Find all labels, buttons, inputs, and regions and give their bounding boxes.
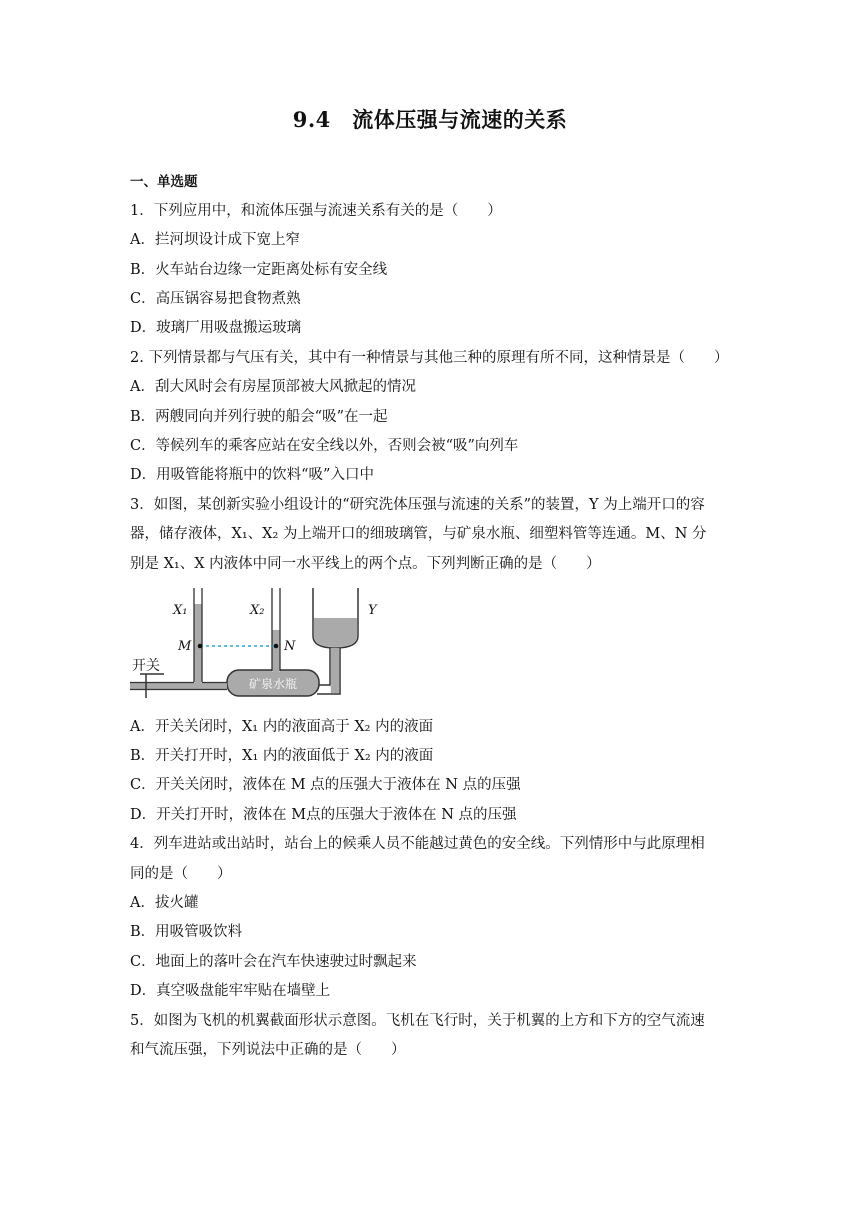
question-1-option-b: B．火车站台边缘一定距离处标有安全线 <box>130 262 388 278</box>
question-2-option-d: D．用吸管能将瓶中的饮料“吸”入口中 <box>130 467 374 483</box>
question-4-option-d: D．真空吸盘能牢牢贴在墙壁上 <box>130 983 331 999</box>
label-n: N <box>284 639 296 654</box>
question-4-option-a: A．拔火罐 <box>130 895 199 911</box>
question-3-option-c: C．开关关闭时，液体在 M 点的压强大于液体在 N 点的压强 <box>130 777 521 793</box>
bottle-label: 矿泉水瓶 <box>248 677 298 691</box>
question-5-stem-line-2: 和气流压强，下列说法中正确的是（ ） <box>130 1042 406 1058</box>
label-y: Y <box>368 603 377 618</box>
point-m <box>198 644 203 649</box>
question-2-stem: 2. 下列情景都与气压有关，其中有一种情景与其他三种的原理有所不同，这种情景是（ ） <box>130 350 729 366</box>
question-4-stem-line-1: 4．列车进站或出站时，站台上的候乘人员不能越过黄色的安全线。下列情形中与此原理相 <box>130 836 705 852</box>
switch-label: 开关 <box>132 658 160 674</box>
question-1-stem: 1．下列应用中，和流体压强与流速关系有关的是（ ） <box>130 203 502 219</box>
apparatus-diagram <box>130 586 390 704</box>
question-3-option-d: D．开关打开时，液体在 M点的压强大于液体在 N 点的压强 <box>130 807 517 823</box>
question-1-option-a: A．拦河坝设计成下宽上窄 <box>130 232 300 248</box>
point-n <box>274 644 279 649</box>
document-title: 9.4 流体压强与流速的关系 <box>292 107 568 132</box>
question-4-option-c: C．地面上的落叶会在汽车快速驶过时飘起来 <box>130 954 417 970</box>
question-2-option-b: B．两艘同向并列行驶的船会“吸”在一起 <box>130 409 388 425</box>
question-3-stem-line-3: 别是 X₁、X 内液体中同一水平线上的两个点。下列判断正确的是（ ） <box>130 556 601 572</box>
question-2-option-a: A．刮大风时会有房屋顶部被大风掀起的情况 <box>130 379 416 395</box>
label-m: M <box>178 639 192 654</box>
question-3-option-a: A．开关关闭时，X₁ 内的液面高于 X₂ 内的液面 <box>130 719 434 735</box>
section-heading: 一、单选题 <box>130 174 198 190</box>
question-4-stem-line-2: 同的是（ ） <box>130 866 232 882</box>
question-5-stem-line-1: 5．如图为飞机的机翼截面形状示意图。飞机在飞行时，关于机翼的上方和下方的空气流速 <box>130 1013 705 1029</box>
question-3-stem-line-2: 器，储存液体，X₁、X₂ 为上端开口的细玻璃管，与矿泉水瓶、细塑料管等连通。M、N 分 <box>130 526 707 542</box>
question-2-option-c: C．等候列车的乘客应站在安全线以外，否则会被“吸”向列车 <box>130 438 519 454</box>
container-y-liquid <box>314 618 357 647</box>
question-3-option-b: B．开关打开时，X₁ 内的液面低于 X₂ 内的液面 <box>130 748 434 764</box>
label-x1: X₁ <box>173 603 188 618</box>
question-3-stem-line-1: 3．如图，某创新实验小组设计的“研究洗体压强与流速的关系”的装置，Y 为上端开口的容 <box>130 497 705 513</box>
question-1-option-c: C．高压锅容易把食物煮熟 <box>130 291 301 307</box>
question-4-option-b: B．用吸管吸饮料 <box>130 924 243 940</box>
question-1-option-d: D．玻璃厂用吸盘搬运玻璃 <box>130 320 302 336</box>
label-x2: X₂ <box>250 603 265 618</box>
